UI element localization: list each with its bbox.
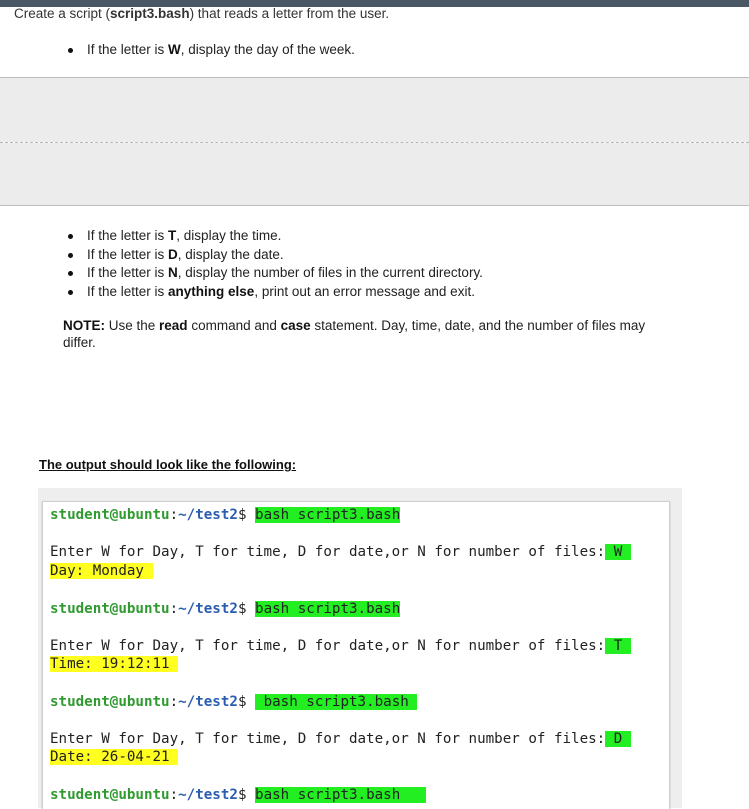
terminal-question-line: Enter W for Day, T for time, D for date,or N for number of files: D	[50, 730, 631, 748]
task-intro	[14, 6, 389, 21]
command-text: bash script3.bash	[255, 694, 417, 710]
blank-region	[0, 143, 749, 205]
result-text: Date: 26-04-21	[50, 749, 178, 765]
blank-region	[0, 78, 749, 142]
terminal-result-line	[50, 655, 178, 673]
terminal-prompt-line: student@ubuntu:~/test2$ bash script3.bash	[50, 693, 417, 711]
result-text: Day: Monday	[50, 563, 153, 579]
list-item: If the letter is anything else, print out an error message and exit.	[63, 283, 483, 302]
output-heading: The output should look like the following:	[39, 457, 297, 472]
terminal-prompt-line: student@ubuntu:~/test2$ bash script3.bash	[50, 601, 401, 617]
list-item: If the letter is N, display the number of files in the current directory.	[63, 264, 483, 283]
command-text: bash script3.bash	[255, 507, 401, 523]
answer-text: W	[605, 544, 631, 560]
intro-script-name: script3.bash	[110, 6, 190, 21]
terminal-result-line	[50, 748, 178, 766]
terminal-prompt-line: student@ubuntu:~/test2$ bash script3.bash	[50, 507, 401, 523]
terminal-result-line	[50, 562, 153, 580]
terminal-output	[42, 501, 670, 809]
divider	[0, 205, 749, 206]
list-item: If the letter is T, display the time.	[63, 227, 483, 246]
terminal-question-line: Enter W for Day, T for time, D for date,or N for number of files: T	[50, 637, 631, 655]
command-text: bash script3.bash	[255, 601, 401, 617]
list-item: If the letter is D, display the date.	[63, 246, 483, 265]
answer-text: D	[605, 731, 631, 747]
terminal-question-line: Enter W for Day, T for time, D for date,or N for number of files: W	[50, 543, 631, 561]
requirement-list-top	[63, 41, 355, 60]
intro-text-end: ) that reads a letter from the user.	[189, 6, 390, 21]
intro-text-start: Create a script (	[14, 6, 111, 21]
note-label: NOTE:	[63, 318, 105, 333]
list-item: If the letter is W, display the day of the week.	[63, 41, 355, 60]
requirement-list	[63, 227, 483, 301]
terminal-prompt-line: student@ubuntu:~/test2$ bash script3.bash	[50, 786, 426, 804]
result-text: Time: 19:12:11	[50, 656, 178, 672]
answer-text: T	[605, 638, 631, 654]
command-text: bash script3.bash	[255, 787, 426, 803]
note-paragraph: NOTE: Use the read command and case statement. Day, time, date, and the number of files may differ.	[63, 318, 646, 350]
